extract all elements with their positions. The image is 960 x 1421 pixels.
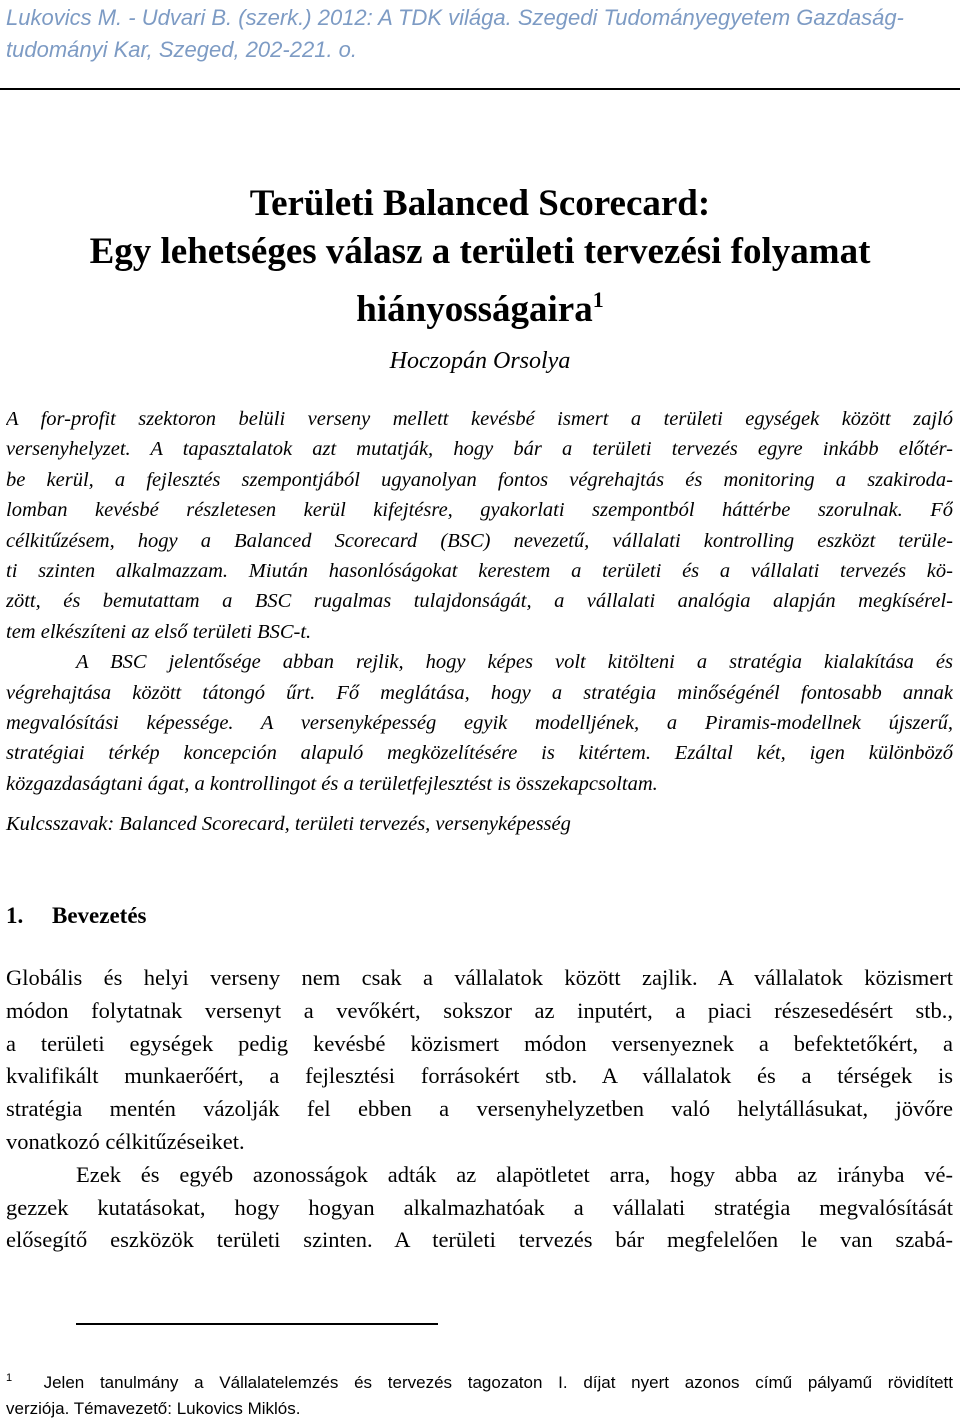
footnote-rule xyxy=(76,1323,438,1325)
section-number: 1. xyxy=(6,903,52,929)
body-line: vonatkozó célkitűzéseiket. xyxy=(6,1126,953,1159)
abstract-line: megvalósítási képessége. A versenyképesség egyik modelljének, a Piramis-modellnek újszerű, xyxy=(6,708,953,738)
abstract-line: zött, és bemutattam a BSC rugalmas tulajdonságát, a vállalati analógia alapján megkísérel- xyxy=(6,586,953,616)
citation-line-2: tudományi Kar, Szeged, 202-221. o. xyxy=(6,34,936,66)
section-title-text: Bevezetés xyxy=(52,903,147,928)
body-line: stratégia mentén vázolják fel ebben a versenyhelyzetben való helytállásukat, jövőre xyxy=(6,1093,953,1126)
abstract-line: célkitűzésem, hogy a Balanced Scorecard (BSC) nevezetű, vállalati kontrolling eszközt terüle- xyxy=(6,526,953,556)
abstract-line: versenyhelyzet. A tapasztalatok azt mutatják, hogy bár a területi tervezés egyre inkább előtér- xyxy=(6,434,953,464)
footnote-text-2: verziója. Témavezető: Lukovics Miklós. xyxy=(6,1396,953,1421)
abstract-line: tem elkészíteni az első területi BSC-t. xyxy=(6,617,953,647)
abstract-line: A BSC jelentősége abban rejlik, hogy képes volt kitölteni a stratégia kialakítása és xyxy=(6,647,953,677)
title-line-3-text: hiányosságaira xyxy=(356,289,592,330)
abstract-line: be kerül, a fejlesztés szempontjából ugyanolyan fontos végrehajtás és monitoring a szakiroda- xyxy=(6,465,953,495)
footnote-marker: 1 xyxy=(6,1372,12,1384)
body-line: kvalifikált munkaerőért, a fejlesztési forrásokért stb. A vállalatok és a térségek is xyxy=(6,1060,953,1093)
body-line: gezzek kutatásokat, hogy hogyan alkalmazhatóak a vállalati stratégia megvalósítását xyxy=(6,1192,953,1225)
abstract-line: közgazdaságtani ágat, a kontrollingot és a területfejlesztést is összekapcsoltam. xyxy=(6,769,953,799)
footnote xyxy=(6,1366,953,1421)
title-line-3 xyxy=(0,276,960,334)
abstract-line: lomban kevésbé részletesen kerül kifejtésre, gyakorlati szempontból háttérbe szorulnak. Fő xyxy=(6,495,953,525)
body-line: a területi egységek pedig kevésbé közismert módon versenyeznek a befektetőkért, a xyxy=(6,1028,953,1061)
body-line: Globális és helyi verseny nem csak a vállalatok között zajlik. A vállalatok közismert xyxy=(6,962,953,995)
title-footnote-marker[interactable]: 1 xyxy=(593,287,604,312)
keywords: Kulcsszavak: Balanced Scorecard, területi tervezés, versenyképesség xyxy=(6,813,953,836)
abstract-line: ti szinten alkalmazzam. Miután hasonlóságokat kerestem a területi és a vállalati tervezés kö- xyxy=(6,556,953,586)
title-line-1: Területi Balanced Scorecard: xyxy=(0,180,960,228)
abstract xyxy=(6,404,953,799)
citation-line-1: Lukovics M. - Udvari B. (szerk.) 2012: A TDK világa. Szegedi Tudományegyetem Gazdaság- xyxy=(6,2,936,34)
body-line: elősegítő eszközök területi szinten. A területi tervezés bár megfelelően le van szabá- xyxy=(6,1224,953,1257)
title-line-2: Egy lehetséges válasz a területi tervezési folyamat xyxy=(0,228,960,276)
body-line: Ezek és egyéb azonosságok adták az alapötletet arra, hogy abba az irányba vé- xyxy=(6,1159,953,1192)
author-name: Hoczopán Orsolya xyxy=(0,348,960,375)
abstract-line: stratégiai térkép koncepción alapuló megközelítésére is kitértem. Ezáltal két, igen különböző xyxy=(6,738,953,768)
footnote-line-1 xyxy=(6,1366,953,1396)
abstract-line: A for-profit szektoron belüli verseny mellett kevésbé ismert a területi egységek között zajló xyxy=(6,404,953,434)
body-text xyxy=(6,962,953,1257)
body-line: módon folytatnak versenyt a vevőkért, sokszor az inputért, a piaci részesedésért stb., xyxy=(6,995,953,1028)
header-rule xyxy=(0,88,960,90)
section-heading xyxy=(6,903,147,929)
paper-title xyxy=(0,180,960,334)
abstract-line: végrehajtása között tátongó űrt. Fő meglátása, hogy a stratégia minőségénél fontosabb annak xyxy=(6,678,953,708)
running-head-citation xyxy=(6,2,936,66)
footnote-text-1: Jelen tanulmány a Vállalatelemzés és tervezés tagozaton I. díjat nyert azonos című pályamű rövidített xyxy=(44,1373,953,1392)
